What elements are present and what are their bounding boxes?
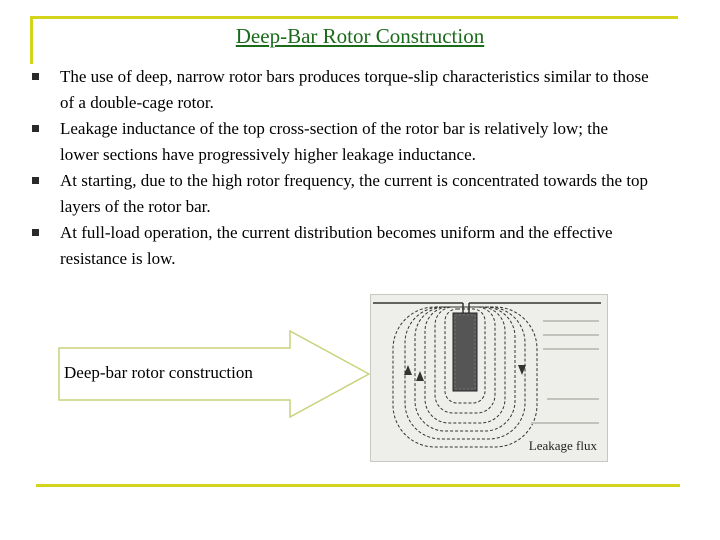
bullet-item (30, 116, 650, 168)
figure-caption: Leakage flux (528, 438, 597, 453)
square-bullet-icon (32, 177, 39, 184)
top-border-line (30, 16, 678, 19)
square-bullet-icon (32, 125, 39, 132)
bullet-text: At starting, due to the high rotor frequency, the current is concentrated towards the top layers of the rotor bar. (60, 171, 649, 216)
square-bullet-icon (32, 229, 39, 236)
leakage-flux-diagram (371, 295, 607, 461)
bottom-border-line (36, 484, 680, 487)
bullet-item (30, 168, 650, 220)
bullet-item (30, 220, 650, 272)
bullet-list (30, 64, 650, 272)
bullet-text: At full-load operation, the current distribution becomes uniform and the effective resistance is low. (60, 223, 613, 268)
bullet-text: The use of deep, narrow rotor bars produces torque-slip characteristics similar to those of a double-cage rotor. (60, 67, 649, 112)
deep-bar-rotor-figure (370, 294, 608, 462)
slide-title: Deep-Bar Rotor Construction (235, 24, 485, 48)
bullet-item (30, 64, 650, 116)
square-bullet-icon (32, 73, 39, 80)
bullet-text: Leakage inductance of the top cross-section of the rotor bar is relatively low; the lower sections have progressively higher leakage inductance. (60, 119, 609, 164)
arrow-label: Deep-bar rotor construction (64, 363, 253, 382)
